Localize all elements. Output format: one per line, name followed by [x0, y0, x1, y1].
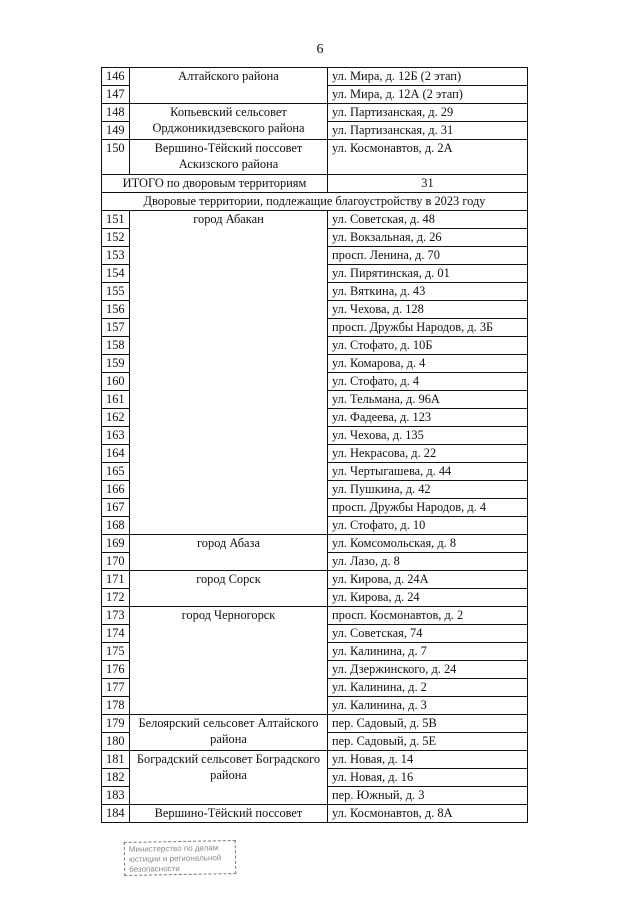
row-number: 161 — [102, 391, 130, 409]
address-cell: просп. Дружбы Народов, д. 4 — [328, 499, 528, 517]
total-label: ИТОГО по дворовым территориям — [102, 175, 328, 193]
table-row — [102, 140, 528, 175]
table-row — [102, 805, 528, 823]
address-cell: ул. Пушкина, д. 42 — [328, 481, 528, 499]
address-cell: ул. Тельмана, д. 96А — [328, 391, 528, 409]
address-cell: пер. Садовый, д. 5Е — [328, 733, 528, 751]
territory-name: Алтайского района — [130, 68, 328, 104]
row-number: 147 — [102, 86, 130, 104]
row-number: 164 — [102, 445, 130, 463]
row-number: 171 — [102, 571, 130, 589]
address-cell: ул. Чертыгашева, д. 44 — [328, 463, 528, 481]
territory-name: город Абакан — [130, 211, 328, 535]
row-number: 184 — [102, 805, 130, 823]
territory-name: Белоярский сельсовет Алтайского района — [130, 715, 328, 751]
total-row — [102, 175, 528, 193]
row-number: 159 — [102, 355, 130, 373]
address-cell: ул. Партизанская, д. 29 — [328, 104, 528, 122]
table-row — [102, 607, 528, 625]
address-cell: ул. Калинина, д. 2 — [328, 679, 528, 697]
address-cell: ул. Лазо, д. 8 — [328, 553, 528, 571]
total-value: 31 — [328, 175, 528, 193]
address-cell: ул. Советская, д. 48 — [328, 211, 528, 229]
territory-name: город Сорск — [130, 571, 328, 607]
address-cell: ул. Вяткина, д. 43 — [328, 283, 528, 301]
territories-table — [101, 67, 528, 823]
row-number: 183 — [102, 787, 130, 805]
address-cell: ул. Фадеева, д. 123 — [328, 409, 528, 427]
row-number: 172 — [102, 589, 130, 607]
address-cell: ул. Калинина, д. 3 — [328, 697, 528, 715]
row-number: 148 — [102, 104, 130, 122]
row-number: 149 — [102, 122, 130, 140]
row-number: 181 — [102, 751, 130, 769]
address-cell: ул. Вокзальная, д. 26 — [328, 229, 528, 247]
row-number: 158 — [102, 337, 130, 355]
address-cell: ул. Новая, д. 16 — [328, 769, 528, 787]
table-row — [102, 104, 528, 122]
row-number: 170 — [102, 553, 130, 571]
table-row — [102, 571, 528, 589]
address-cell: ул. Комарова, д. 4 — [328, 355, 528, 373]
address-cell: ул. Стофато, д. 10 — [328, 517, 528, 535]
territory-name: город Черногорск — [130, 607, 328, 715]
address-cell: ул. Космонавтов, д. 8А — [328, 805, 528, 823]
address-cell: просп. Космонавтов, д. 2 — [328, 607, 528, 625]
address-cell: ул. Партизанская, д. 31 — [328, 122, 528, 140]
address-cell: ул. Некрасова, д. 22 — [328, 445, 528, 463]
row-number: 150 — [102, 140, 130, 175]
row-number: 151 — [102, 211, 130, 229]
address-cell: ул. Калинина, д. 7 — [328, 643, 528, 661]
stamp-line: безопасности — [129, 864, 180, 874]
table-row — [102, 68, 528, 86]
section-header: Дворовые территории, подлежащие благоустройству в 2023 году — [102, 193, 528, 211]
territory-name: Вершино-Тёйский поссовет Аскизского района — [130, 140, 328, 175]
table-row — [102, 535, 528, 553]
address-cell: ул. Кирова, д. 24 — [328, 589, 528, 607]
address-cell: ул. Мира, д. 12А (2 этап) — [328, 86, 528, 104]
territory-name: Копьевский сельсовет Орджоникидзевского района — [130, 104, 328, 140]
address-cell: ул. Новая, д. 14 — [328, 751, 528, 769]
row-number: 155 — [102, 283, 130, 301]
row-number: 163 — [102, 427, 130, 445]
stamp-line: юстиции и региональной — [128, 853, 222, 864]
table-row — [102, 211, 528, 229]
address-cell: ул. Космонавтов, д. 2А — [328, 140, 528, 175]
address-cell: ул. Стофато, д. 4 — [328, 373, 528, 391]
row-number: 152 — [102, 229, 130, 247]
row-number: 178 — [102, 697, 130, 715]
address-cell: ул. Чехова, д. 128 — [328, 301, 528, 319]
table-row — [102, 715, 528, 733]
row-number: 153 — [102, 247, 130, 265]
row-number: 165 — [102, 463, 130, 481]
registration-stamp — [124, 840, 237, 876]
row-number: 166 — [102, 481, 130, 499]
address-cell: просп. Ленина, д. 70 — [328, 247, 528, 265]
stamp-line: Министерство по делам — [128, 843, 219, 854]
territory-name: Боградский сельсовет Боградского района — [130, 751, 328, 805]
address-cell: пер. Садовый, д. 5В — [328, 715, 528, 733]
address-cell: ул. Пирятинская, д. 01 — [328, 265, 528, 283]
row-number: 169 — [102, 535, 130, 553]
row-number: 174 — [102, 625, 130, 643]
row-number: 180 — [102, 733, 130, 751]
table-row — [102, 751, 528, 769]
address-cell: просп. Дружбы Народов, д. 3Б — [328, 319, 528, 337]
section-header-row — [102, 193, 528, 211]
row-number: 160 — [102, 373, 130, 391]
address-cell: ул. Дзержинского, д. 24 — [328, 661, 528, 679]
address-cell: ул. Чехова, д. 135 — [328, 427, 528, 445]
row-number: 162 — [102, 409, 130, 427]
address-cell: ул. Советская, 74 — [328, 625, 528, 643]
row-number: 177 — [102, 679, 130, 697]
row-number: 176 — [102, 661, 130, 679]
address-cell: ул. Кирова, д. 24А — [328, 571, 528, 589]
row-number: 182 — [102, 769, 130, 787]
territory-name: Вершино-Тёйский поссовет — [130, 805, 328, 823]
page-number: 6 — [316, 42, 324, 57]
row-number: 156 — [102, 301, 130, 319]
row-number: 179 — [102, 715, 130, 733]
address-cell: ул. Мира, д. 12Б (2 этап) — [328, 68, 528, 86]
row-number: 146 — [102, 68, 130, 86]
row-number: 175 — [102, 643, 130, 661]
row-number: 157 — [102, 319, 130, 337]
row-number: 167 — [102, 499, 130, 517]
territory-name: город Абаза — [130, 535, 328, 571]
row-number: 154 — [102, 265, 130, 283]
row-number: 173 — [102, 607, 130, 625]
row-number: 168 — [102, 517, 130, 535]
address-cell: ул. Стофато, д. 10Б — [328, 337, 528, 355]
address-cell: ул. Комсомольская, д. 8 — [328, 535, 528, 553]
address-cell: пер. Южный, д. 3 — [328, 787, 528, 805]
